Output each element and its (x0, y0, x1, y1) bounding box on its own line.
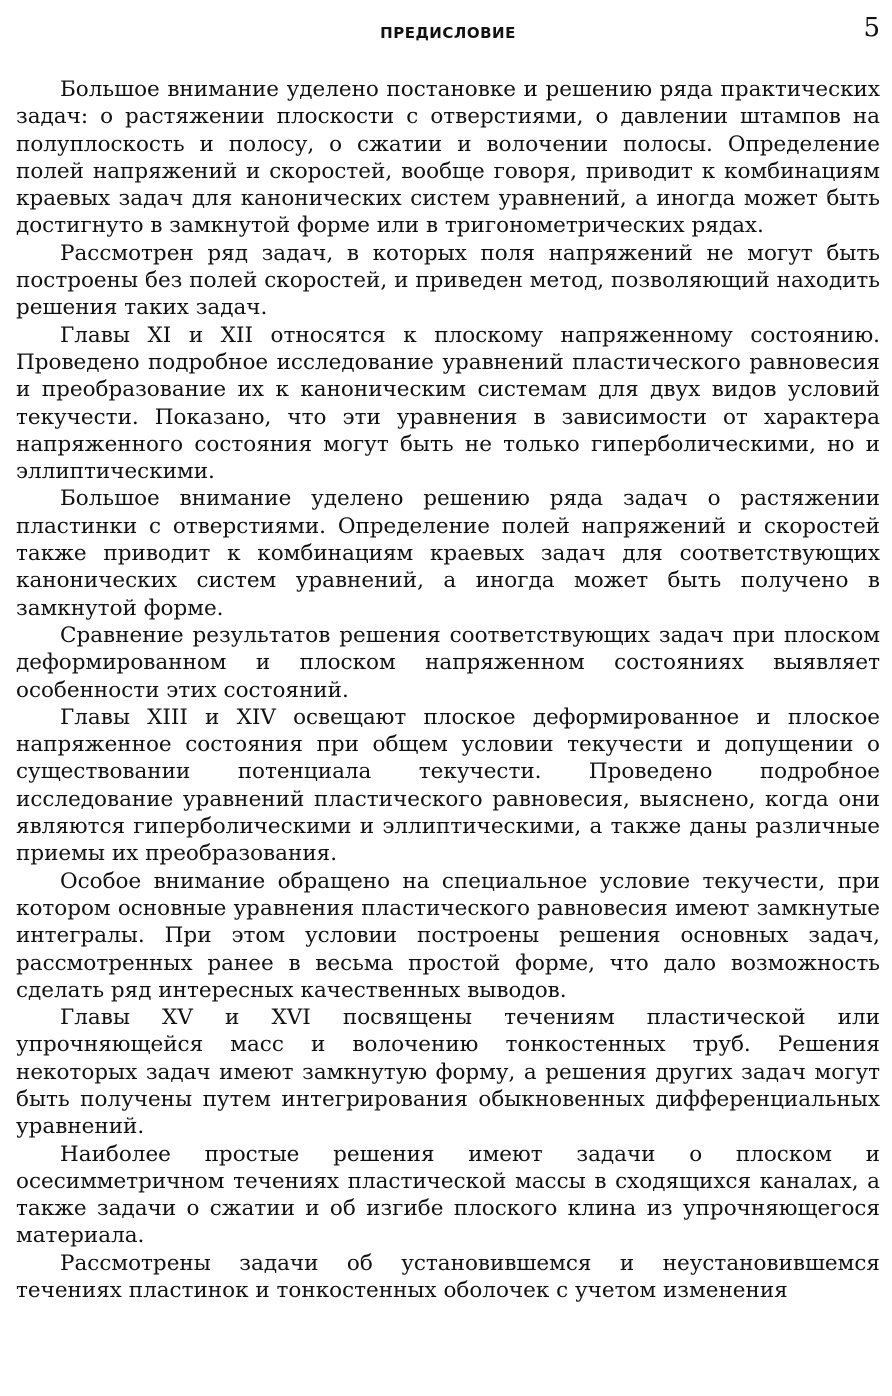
body-text (16, 76, 880, 1304)
paragraph: Главы XI и XII относятся к плоскому напряженному состоянию. Проведено подробное исследование уравнений пластического равновесия и преобразование их к каноническим системам для двух видов условий текучести. Показано, что эти уравнения в зависимости от характера напряженного состояния могут быть не только гиперболическими, но и эллиптическими. (16, 322, 880, 485)
page-header (16, 10, 880, 46)
paragraph: Рассмотрен ряд задач, в которых поля напряжений не могут быть построены без полей скоростей, и приведен метод, позволяющий находить решения таких задач. (16, 240, 880, 321)
paragraph: Большое внимание уделено решению ряда задач о растяжении пластинки с отверстиями. Определение полей напряжений и скоростей также приводит к комбинациям краевых задач для соответствующих канонических систем уравнений, а иногда может быть получено в замкнутой форме. (16, 486, 880, 621)
page-number: 5 (863, 13, 880, 43)
book-page (16, 10, 880, 1390)
paragraph: Особое внимание обращено на специальное условие текучести, при котором основные уравнения пластического равновесия имеют замкнутые интегралы. При этом условии построены решения основных задач, рассмотренных ранее в весьма простой форме, что дало возможность сделать ряд интересных качественных выводов. (16, 868, 880, 1003)
paragraph: Наиболее простые решения имеют задачи о плоском и осесимметричном течениях пластической массы в сходящихся каналах, а также задачи о сжатии и об изгибе плоского клина из упрочняющегося материала. (16, 1141, 880, 1249)
running-title: ПРЕДИСЛОВИЕ (380, 24, 516, 42)
paragraph: Сравнение результатов решения соответствующих задач при плоском деформированном и плоском напряженном состояниях выявляет особенности этих состояний. (16, 622, 880, 703)
paragraph: Рассмотрены задачи об установившемся и неустановившемся течениях пластинок и тонкостенных оболочек с учетом изменения (16, 1250, 880, 1304)
paragraph: Главы XV и XVI посвящены течениям пластической или упрочняющейся масс и волочению тонкостенных труб. Решения некоторых задач имеют замкнутую форму, а решения других задач могут быть получены путем интегрирования обыкновенных дифференциальных уравнений. (16, 1005, 880, 1140)
paragraph: Главы XIII и XIV освещают плоское деформированное и плоское напряженное состояния при общем условии текучести и допущении о существовании потенциала текучести. Проведено подробное исследование уравнений пластического равновесия, выяснено, когда они являются гиперболическими и эллиптическими, а также даны различные приемы их преобразования. (16, 704, 880, 867)
paragraph: Большое внимание уделено постановке и решению ряда практических задач: о растяжении плоскости с отверстиями, о давлении штампов на полуплоскость и полосу, о сжатии и волочении полосы. Определение полей напряжений и скоростей, вообще говоря, приводит к комбинациям краевых задач для канонических систем уравнений, а иногда может быть достигнуто в замкнутой форме или в тригонометрических рядах. (16, 77, 880, 239)
